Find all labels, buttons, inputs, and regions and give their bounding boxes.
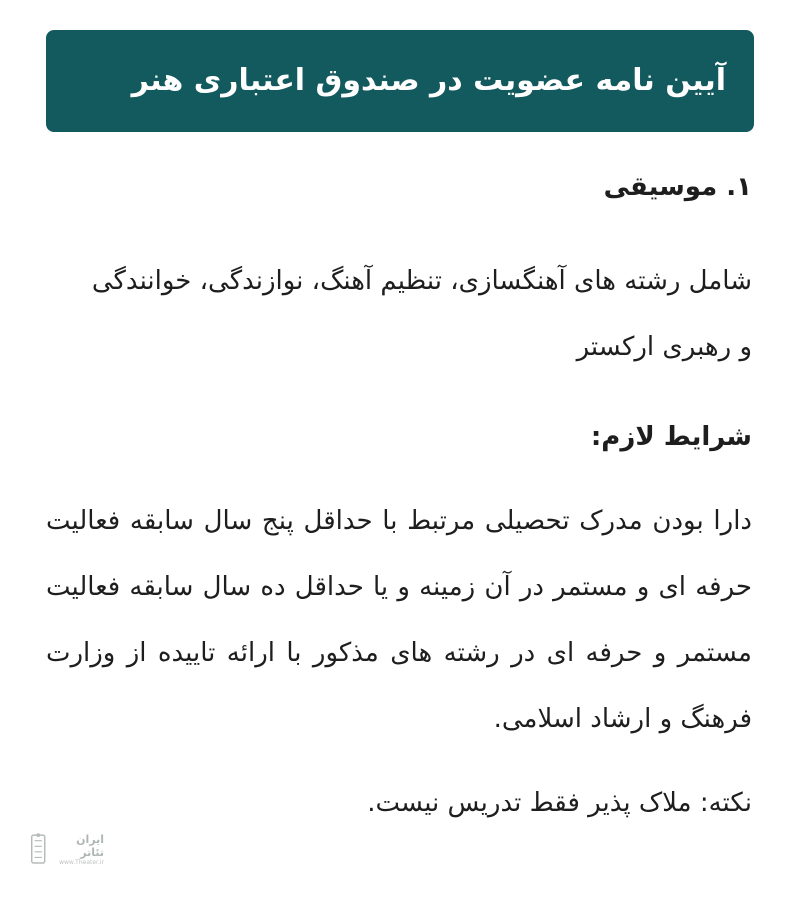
title-banner — [46, 30, 754, 132]
note-text: نکته: ملاک پذیر فقط تدریس نیست. — [367, 788, 752, 818]
conditions-text: دارا بودن مدرک تحصیلی مرتبط با حداقل پنج سال سابقه فعالیت حرفه ای و مستمر در آن زمینه و یا حداقل ده سال سابقه فعالیت مستمر و حرفه ای در رشته های مذکور با ارائه تاییده از وزارت فرهنگ و ارشاد اسلامی. — [46, 506, 752, 734]
watermark-title: ایران تئاتر — [76, 833, 104, 859]
theater-logo-icon — [28, 830, 48, 870]
watermark-url: www.Theater.ir — [59, 859, 104, 866]
section-heading: ۱. موسیقی — [603, 172, 752, 202]
page-title: آیین نامه عضویت در صندوق اعتباری هنر — [131, 63, 726, 98]
description-line: و رهبری ارکستر — [576, 332, 752, 362]
watermark — [28, 826, 104, 874]
article-body — [46, 150, 752, 836]
conditions-heading: شرایط لازم: — [590, 422, 752, 452]
section-description — [46, 248, 752, 380]
description-line: شامل رشته های آهنگسازی، تنظیم آهنگ، نوازندگی، خوانندگی — [91, 266, 752, 296]
